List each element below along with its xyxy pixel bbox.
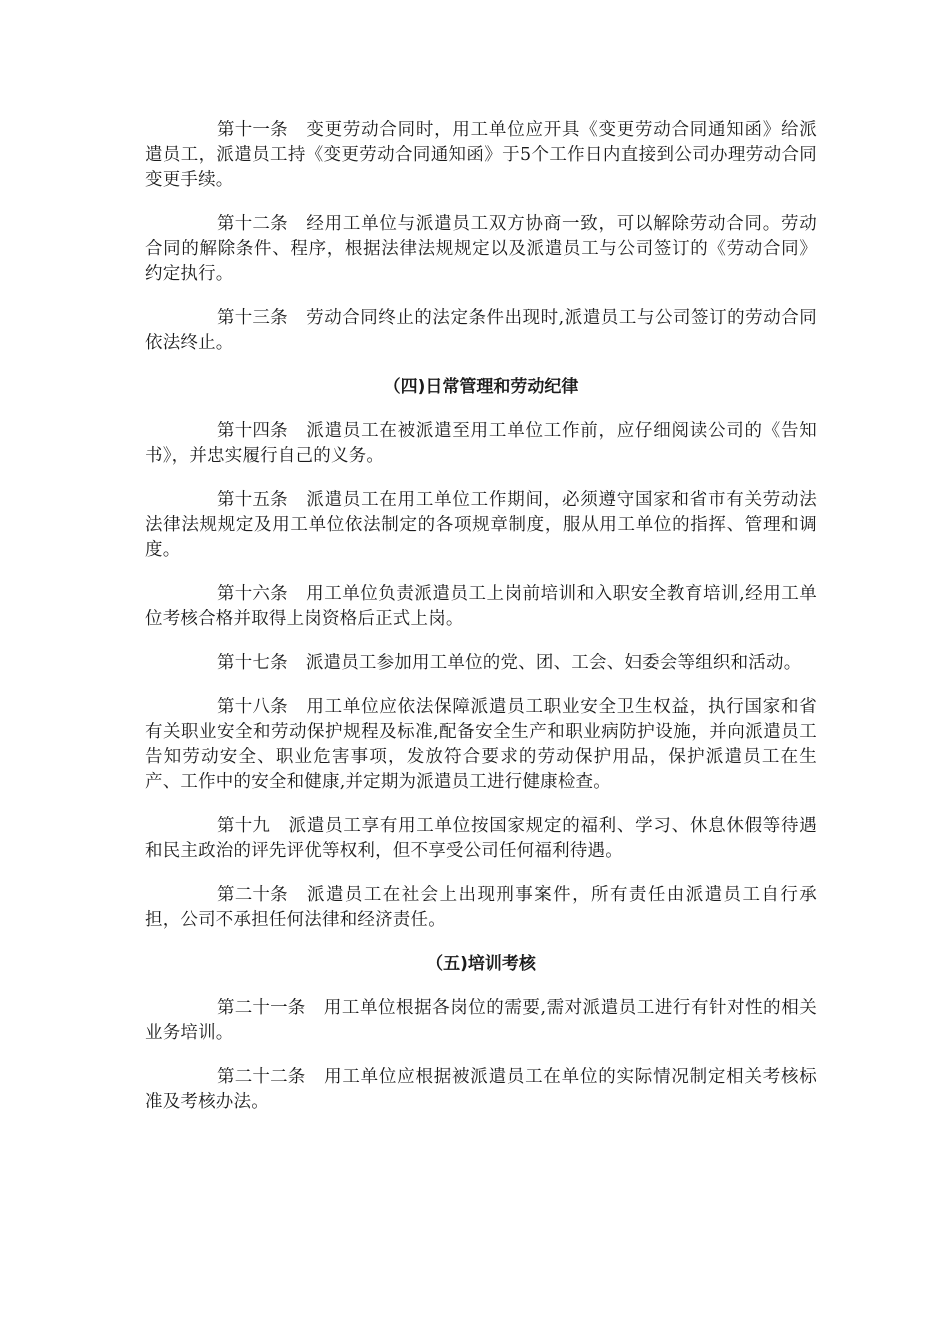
article-number: 第二十条 <box>217 885 288 905</box>
article-number: 第二十二条 <box>217 1067 306 1087</box>
article-text: 派遣员工参加用工单位的党、团、工会、妇委会等组织和活动。 <box>305 653 802 673</box>
article-21 <box>145 996 817 1046</box>
article-number: 第十八条 <box>217 697 288 717</box>
article-number: 第十六条 <box>217 584 288 604</box>
article-text: 用工单位应根据被派遣员工在单位的实际情况制定相关考核标准及考核办法。 <box>145 1067 817 1112</box>
article-text: 派遣员工享有用工单位按国家规定的福利、学习、休息休假等待遇和民主政治的评先评优等权利，但不享受公司任何福利待遇。 <box>145 816 817 861</box>
article-number: 第十一条 <box>217 120 288 140</box>
article-text: 派遣员工在社会上出现刑事案件，所有责任由派遣员工自行承担，公司不承担任何法律和经济责任。 <box>145 885 817 930</box>
article-13 <box>145 306 817 356</box>
article-text: 派遣员工在被派遣至用工单位工作前，应仔细阅读公司的《告知书》，并忠实履行自己的义务。 <box>145 421 817 466</box>
article-17 <box>145 651 817 676</box>
article-15 <box>145 488 817 563</box>
article-number: 第十二条 <box>217 214 288 234</box>
article-number: 第十三条 <box>217 308 288 328</box>
article-number: 第十九 <box>217 816 271 836</box>
article-number: 第十七条 <box>217 653 288 673</box>
article-text: 经用工单位与派遣员工双方协商一致，可以解除劳动合同。劳动合同的解除条件、程序，根据法律法规规定以及派遣员工与公司签订的《劳动合同》约定执行。 <box>145 214 817 284</box>
document-page <box>145 118 817 1134</box>
article-number: 第二十一条 <box>217 998 306 1018</box>
article-number: 第十四条 <box>217 421 288 441</box>
article-22 <box>145 1065 817 1115</box>
article-12 <box>145 212 817 287</box>
article-text: 变更劳动合同时，用工单位应开具《变更劳动合同通知函》给派遣员工，派遣员工持《变更劳动合同通知函》于5个工作日内直接到公司办理劳动合同变更手续。 <box>145 120 817 190</box>
article-text: 用工单位应依法保障派遣员工职业安全卫生权益，执行国家和省有关职业安全和劳动保护规程及标准,配备安全生产和职业病防护设施，并向派遣员工告知劳动安全、职业危害事项，发放符合要求的劳动保护用品，保护派遣员工在生产、工作中的安全和健康,并定期为派遣员工进行健康检查。 <box>145 697 817 792</box>
article-number: 第十五条 <box>217 490 288 510</box>
section-heading-5: （五)培训考核 <box>426 954 536 974</box>
article-14 <box>145 419 817 469</box>
article-text: 用工单位根据各岗位的需要,需对派遣员工进行有针对性的相关业务培训。 <box>145 998 817 1043</box>
article-16 <box>145 582 817 632</box>
article-text: 用工单位负责派遣员工上岗前培训和入职安全教育培训,经用工单位考核合格并取得上岗资格后正式上岗。 <box>145 584 817 629</box>
article-18 <box>145 695 817 795</box>
article-19 <box>145 814 817 864</box>
article-11 <box>145 118 817 193</box>
article-20 <box>145 883 817 933</box>
article-text: 派遣员工在用工单位工作期间，必须遵守国家和省市有关劳动法法律法规规定及用工单位依法制定的各项规章制度，服从用工单位的指挥、管理和调度。 <box>145 490 817 560</box>
article-text: 劳动合同终止的法定条件出现时,派遣员工与公司签订的劳动合同依法终止。 <box>145 308 817 353</box>
section-heading-4: （四)日常管理和劳动纪律 <box>383 377 579 397</box>
